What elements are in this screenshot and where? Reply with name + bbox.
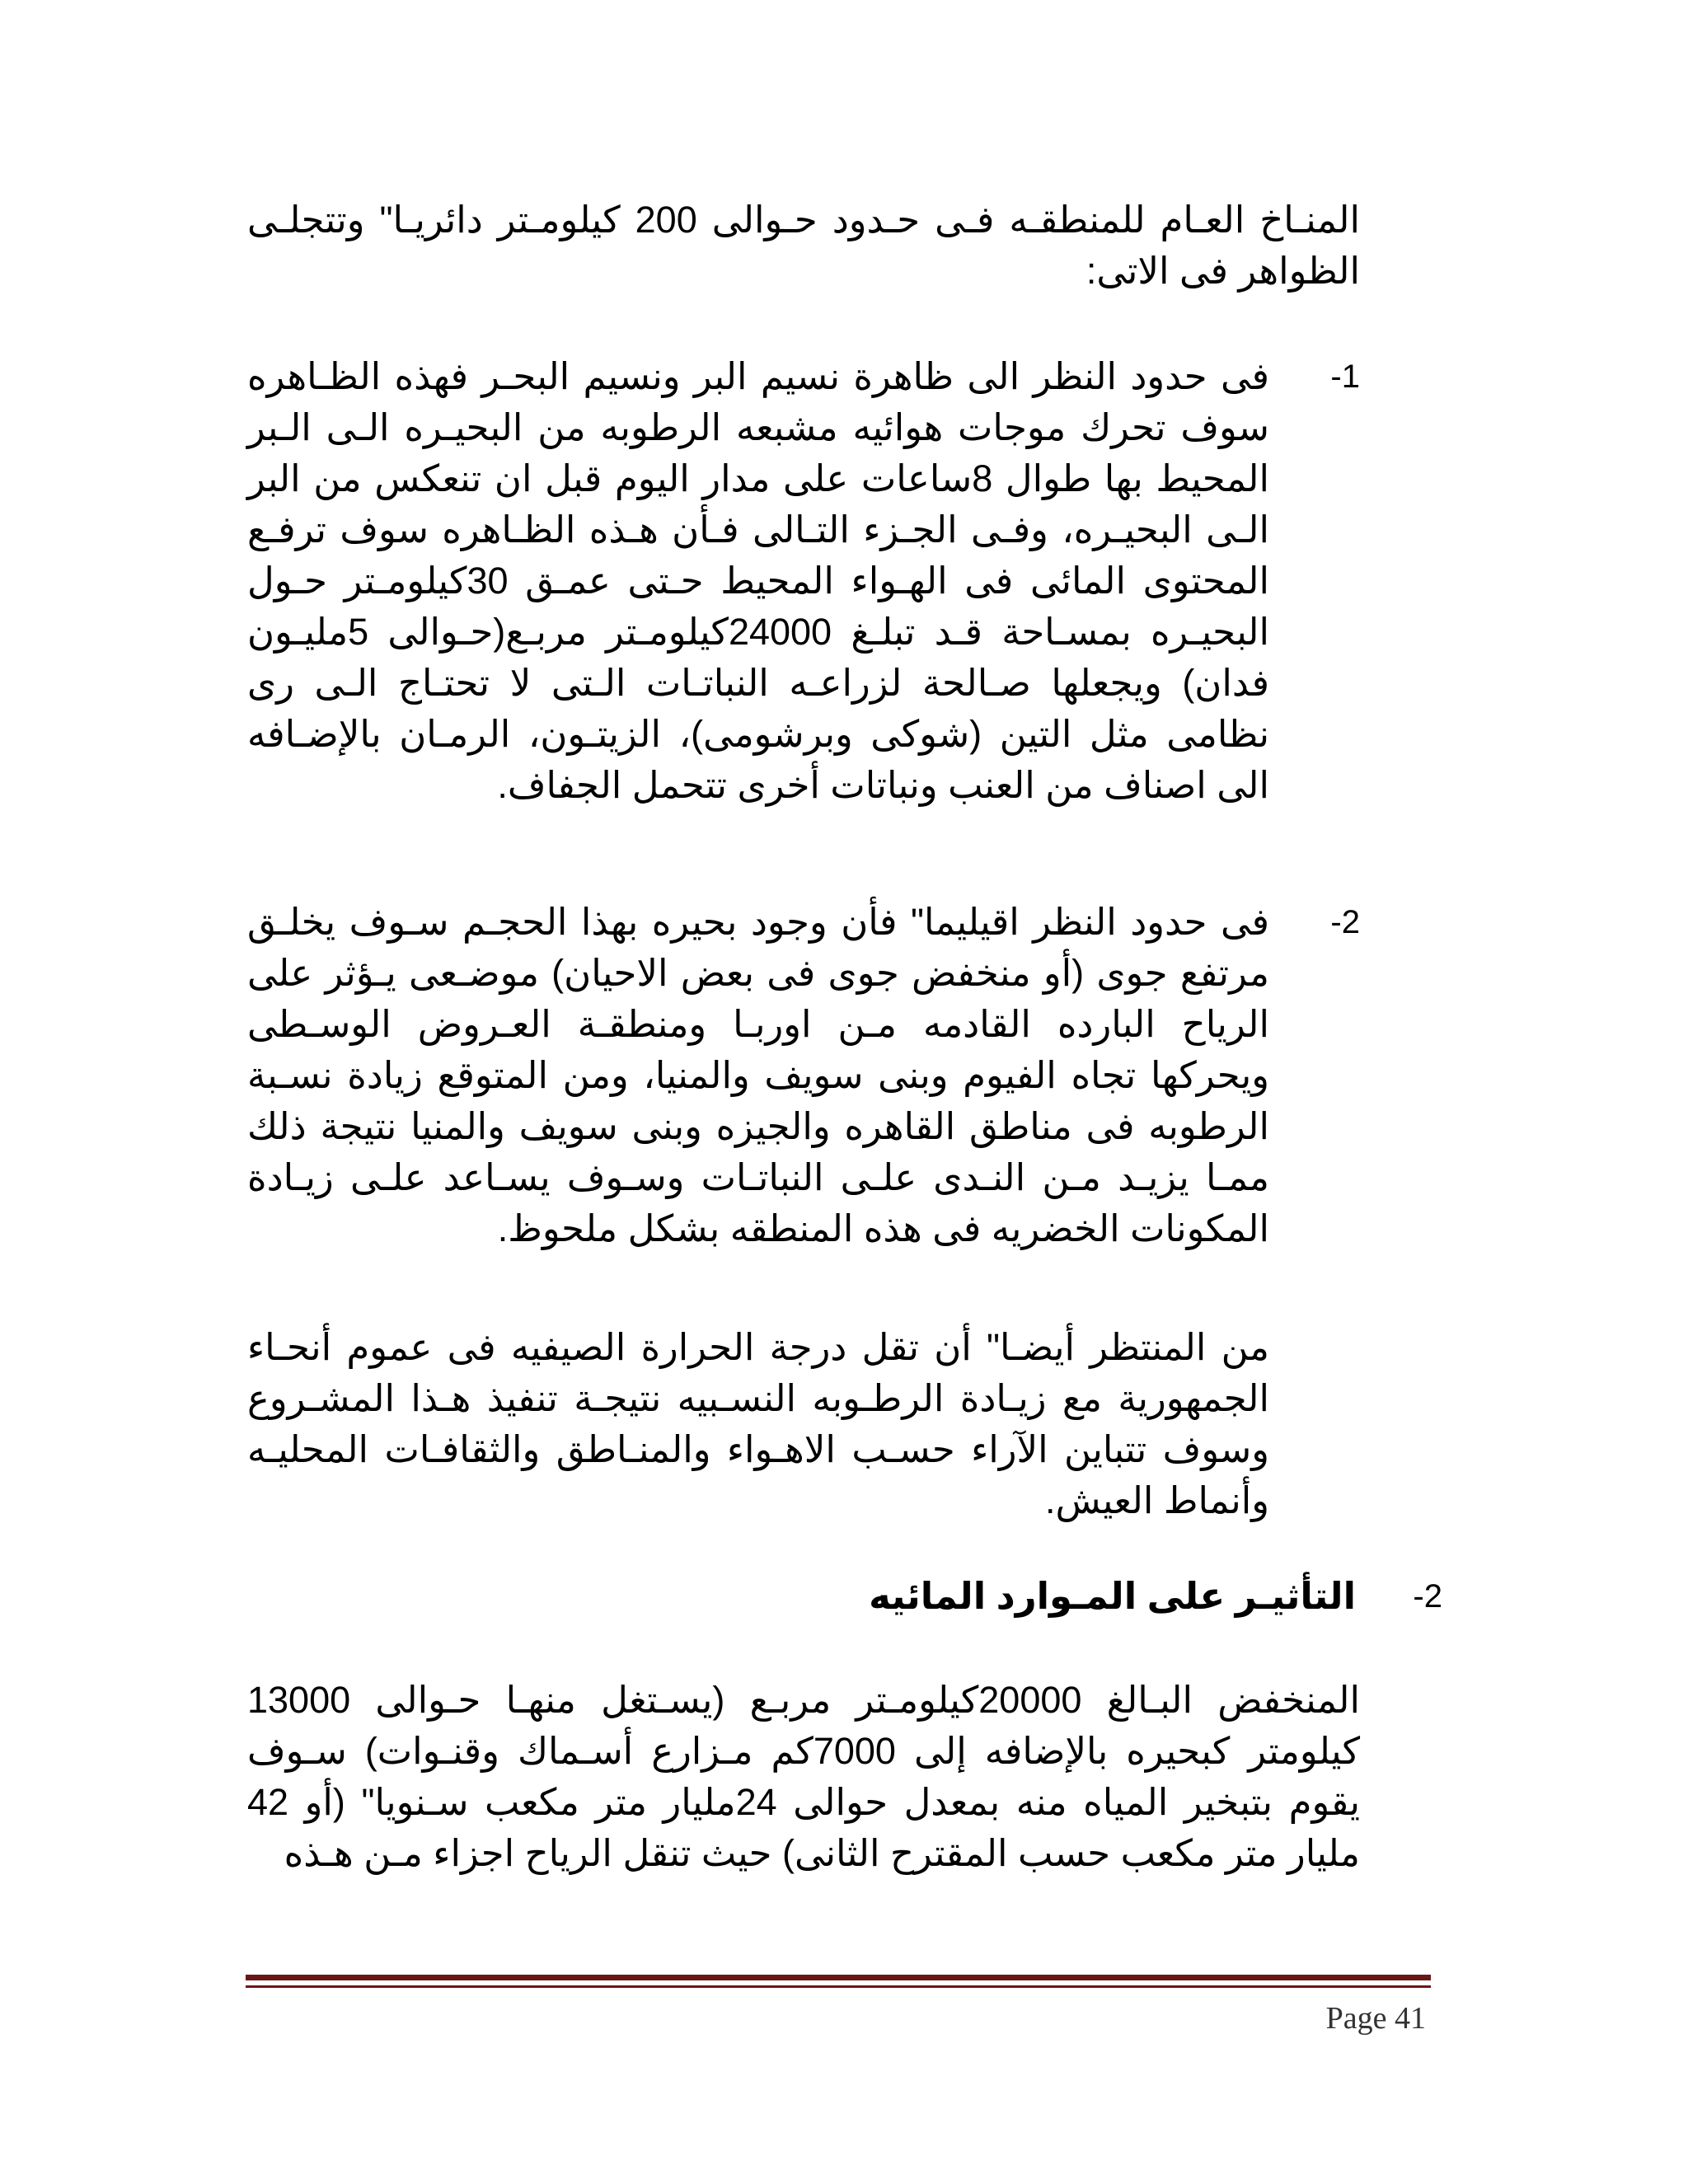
section-heading-title: التأثيـر على المـوارد المائيه	[869, 1575, 1356, 1617]
footer-rule-thick	[246, 1975, 1431, 1980]
expectation-paragraph: من المنتظر أيضـا" أن تقل درجة الحرارة الصيفيه فى عموم أنحـاء الجمهورية مع زيـادة الرطـوبه النسـبيه نتيجـة تنفيذ هـذا المشـروع وسوف تتباين الآراء حسـب الاهـواء والمنـاطق والثقافـات المحليـه وأنماط العيش.	[247, 1326, 1269, 1521]
section-heading	[247, 1571, 1442, 1629]
list-item-text: فى حدود النظر الى ظاهرة نسيم البر ونسيم البحـر فهذه الظـاهره سوف تحرك موجات هوائيه مشبعه الرطوبه من البحيـره الـى الـبر المحيط بها طوال 8ساعات على مدار اليوم قبل ان تنعكس من البر الـى البحيـره، وفـى الجـزء التـالى فـأن هـذه الظـاهره سوف ترفـع المحتوى المائى فى الهـواء المحيط حـتى عمـق 30كيلومـتر حـول البحيـره بمسـاحة قـد تبلـغ 24000كيلومـتر مربـع(حـوالى 5مليـون فدان) ويجعلها صـالحة لزراعـه النباتـات الـتى لا تحتـاج الـى رى نظامى مثل التين (شوكى وبرشومى)، الزيتـون، الرمـان بالإضـافه الى اصناف من العنب ونباتات أخرى تتحمل الجفاف.	[247, 355, 1269, 806]
water-resources-paragraph: المنخفض البـالغ 20000كيلومـتر مربـع (يسـتغل منهـا حـوالى 13000 كيلومتر كبحيره بالإضافه إلى 7000كم مـزارع أسـماك وقنـوات) سـوف يقوم بتبخير المياه منه بمعدل حوالى 24مليار متر مكعب سـنويا" (أو 42 مليار متر مكعب حسب المقترح الثانى) حيث تنقل الرياح اجزاء مـن هـذه	[247, 1679, 1360, 1874]
footer-rule-thin	[246, 1985, 1431, 1988]
list-item-number: -2	[1330, 904, 1360, 940]
section-heading-number: -2	[1413, 1578, 1442, 1615]
list-item-text: فى حدود النظر اقيليما" فأن وجود بحيره بهذا الحجـم سـوف يخلـق مرتفع جوى (أو منخفض جوى فى بعض الاحيان) موضـعى يـؤثر على الرياح البارده القادمه مـن اوربـا ومنطقـة العـروض الوسـطى ويحركها تجاه الفيوم وبنى سويف والمنيا، ومن المتوقع زيادة نسـبة الرطوبه فى مناطق القاهره والجيزه وبنى سويف والمنيا نتيجة ذلك ممـا يزيـد مـن النـدى علـى النباتـات وسـوف يسـاعد علـى زيـادة المكونات الخضريه فى هذه المنطقه بشكل ملحوظ.	[247, 901, 1269, 1249]
list-item-number: -1	[1330, 359, 1360, 395]
page-number: Page 41	[1325, 2001, 1426, 2036]
intro-paragraph: المنـاخ العـام للمنطقـه فـى حـدود حـوالى 200 كيلومـتر دائريـا" وتتجلـى الظواهر فى الاتى:	[247, 199, 1360, 292]
